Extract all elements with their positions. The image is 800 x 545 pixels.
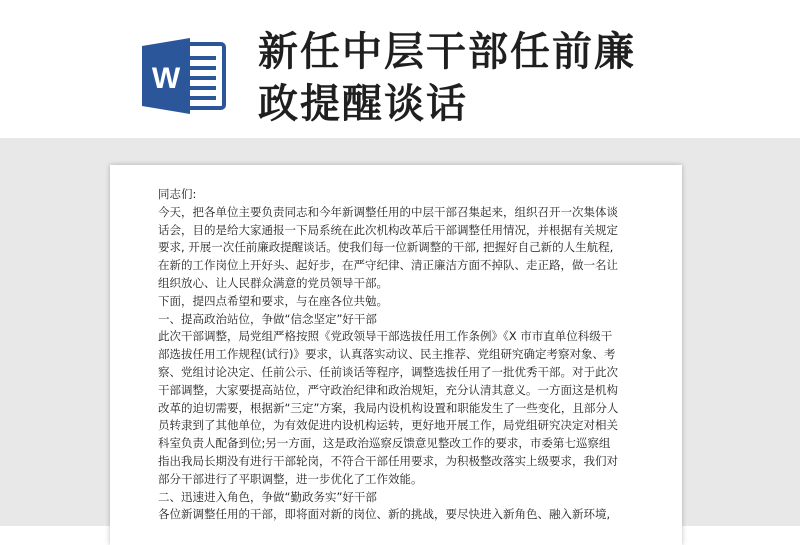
body-line: 此次干部调整，局党组严格按照《党政领导干部选拔任用工作条例》《X 市市直单位科级干 [158,329,613,344]
document-page [110,165,682,545]
svg-text:W: W [151,62,181,95]
body-line: 部分干部进行了平职调整，进一步优化了工作效能。 [158,471,423,486]
title-line-1: 新任中层干部任前廉 [258,29,636,75]
body-line: 部选拔任用工作规程(试行)》要求，认真落实动议、民主推荐、党组研究确定考察对象、考 [158,347,616,362]
word-icon [140,36,230,116]
body-line: 在新的工作岗位上开好头、起好步，在严守纪律、清正廉洁方面不掉队、走正路，做一名让 [158,258,618,273]
body-line: 话会，目的是给大家通报一下局系统在此次机构改革后干部调整任用情况，并根据有关规定 [158,222,618,237]
document-body [158,186,648,524]
body-line: 组织放心、让人民群众满意的党员领导干部。 [158,275,388,290]
body-line: 察、党组讨论决定、任前公示、任前谈话等程序，调整选拔任用了一批优秀干部。对于此次 [158,364,618,379]
body-line: 要求, 开展一次任前廉政提醒谈话。使我们每一位新调整的干部, 把握好自己新的人生航程, [158,240,614,255]
body-line: 各位新调整任用的干部，即将面对新的岗位、新的挑战，要尽快进入新角色、融入新环境, [158,507,611,522]
salutation: 同志们: [158,187,197,201]
body-line: 指出我局长期没有进行干部轮岗，不符合干部任用要求，为积极整改落实上级要求，我们对 [158,453,618,468]
body-line: 科室负责人配备到位;另一方面，这是政治巡察反馈意见整改工作的要求，市委第七巡察组 [158,436,611,451]
title-line-2: 政提醒谈话 [258,81,468,127]
section-heading-2: 二、迅速进入角色，争做“勤政务实”好干部 [158,489,377,504]
body-line: 干部调整，大家要提高站位，严守政治纪律和政治规矩，充分认清其意义。一方面这是机构 [158,382,618,397]
section-heading-1: 一、提高政治站位，争做“信念坚定”好干部 [158,311,377,326]
body-line: 下面，提四点希望和要求，与在座各位共勉。 [158,293,388,308]
body-line: 员转隶到了其他单位，为有效促进内设机构运转，更好地开展工作，局党组研究决定对相关 [158,418,618,433]
body-line: 改革的迫切需要，根据新“三定”方案，我局内设机构设置和职能发生了一些变化，且部分人 [158,400,619,415]
header [0,0,800,150]
document-title [258,26,728,130]
body-line: 今天，把各单位主要负责同志和今年新调整任用的中层干部召集起来，组织召开一次集体谈 [158,204,618,219]
